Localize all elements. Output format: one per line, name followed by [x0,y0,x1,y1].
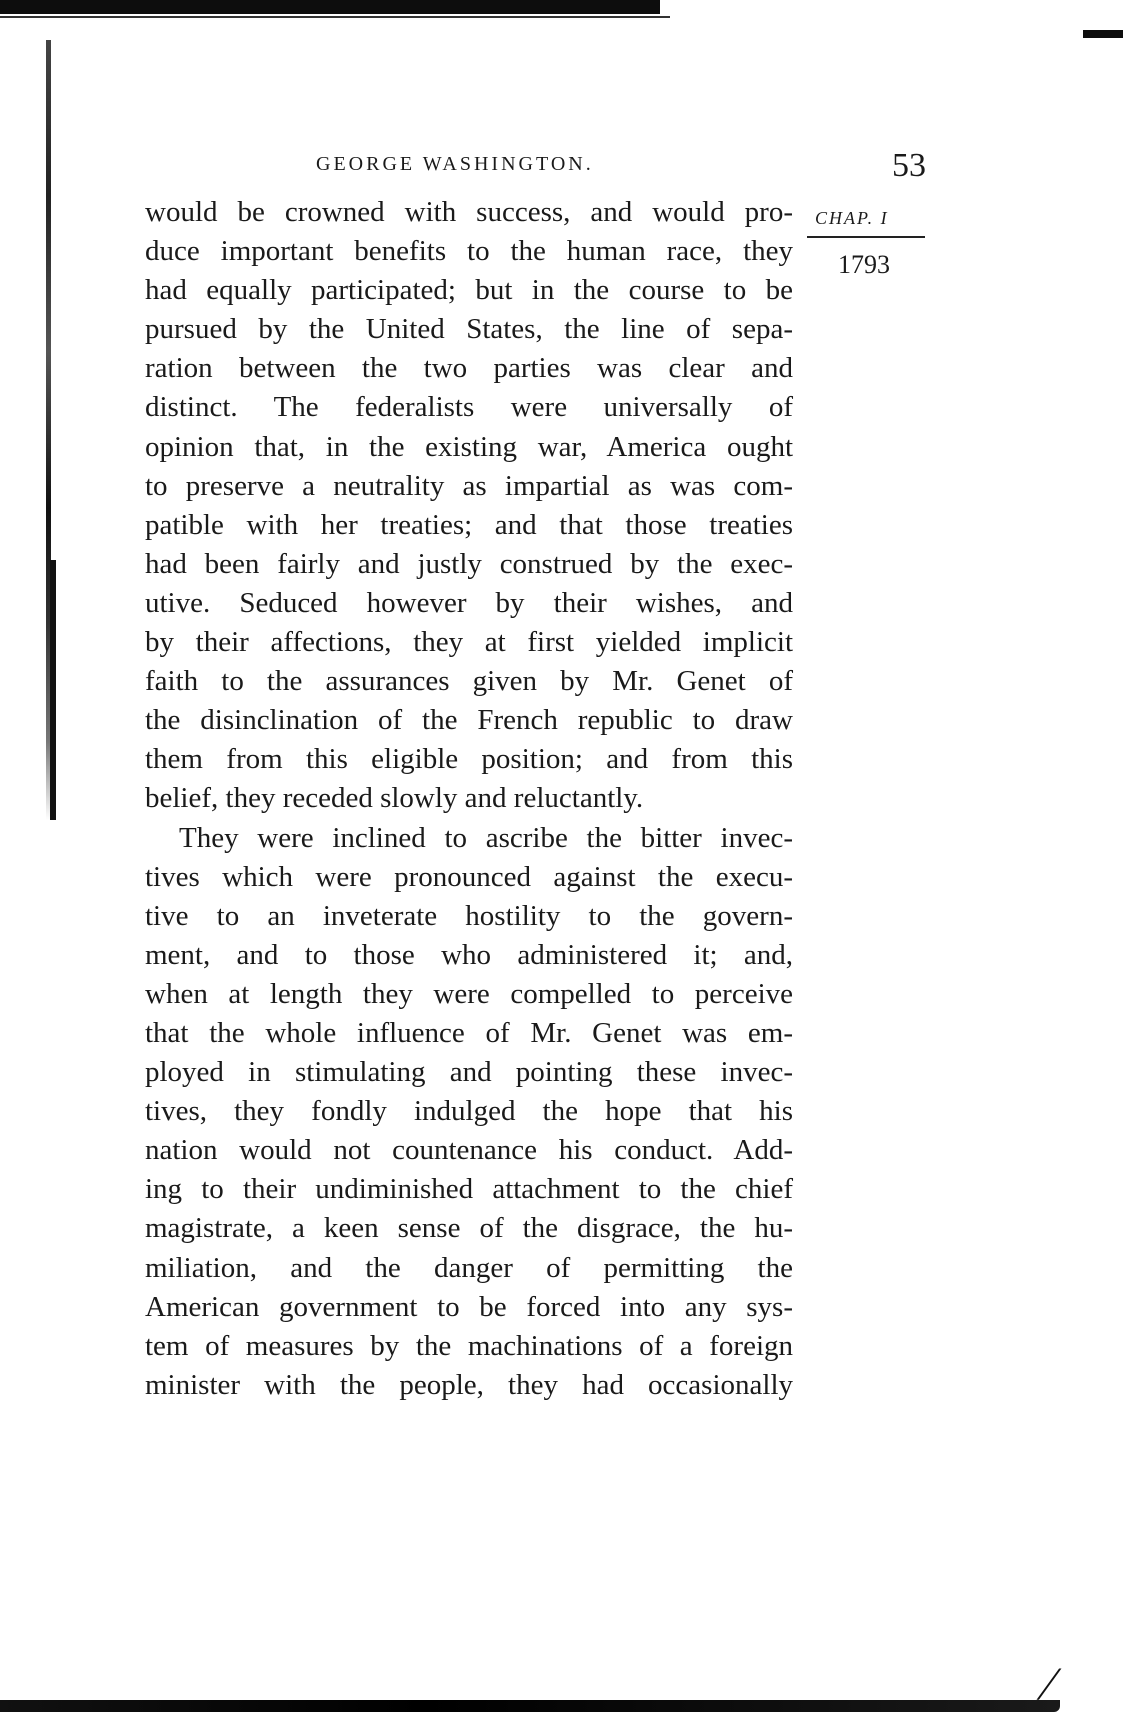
margin-divider [807,236,925,238]
text-line: would be crowned with success, and would pro- [145,196,793,228]
text-line: belief, they receded slowly and reluctantly. [145,782,644,815]
text-line: tem of measures by the machinations of a foreign [145,1329,793,1362]
scan-top-edge-thin [0,16,670,18]
text-line: tives, they fondly indulged the hope that his [145,1095,793,1128]
text-line: them from this eligible position; and from this [145,743,793,776]
text-line: American government to be forced into any sys- [145,1290,793,1323]
body-text [145,193,793,1405]
text-line: that the whole influence of Mr. Genet was em- [145,1016,793,1049]
text-line: patible with her treaties; and that those treaties [145,508,793,541]
text-line-paragraph-start: They were inclined to ascribe the bitter invec- [179,821,793,854]
text-line: pursued by the United States, the line of sepa- [145,313,793,346]
text-line: ing to their undiminished attachment to the chief [145,1173,793,1206]
margin-year-note: 1793 [838,250,890,279]
text-line: the disinclination of the French republic to draw [145,704,793,737]
page-number: 53 [892,147,926,184]
text-line: tive to an inveterate hostility to the govern- [145,899,793,932]
text-line: ment, and to those who administered it; and, [145,938,793,971]
text-line: nation would not countenance his conduct. Add- [145,1134,793,1167]
text-line: duce important benefits to the human race, they [145,235,793,268]
text-line: when at length they were compelled to perceive [145,977,793,1010]
text-line: ployed in stimulating and pointing these invec- [145,1056,793,1089]
text-line: ration between the two parties was clear and [145,352,793,385]
text-line: minister with the people, they had occasionally [145,1368,793,1401]
scan-top-edge [0,0,660,14]
margin-chapter-note: CHAP. I [815,208,889,228]
running-head: GEORGE WASHINGTON. [316,153,594,175]
text-line: miliation, and the danger of permitting the [145,1251,793,1284]
text-line: to preserve a neutrality as impartial as was com- [145,469,793,502]
scan-corner-scribble-icon: ⁄ [1045,1658,1054,1711]
scan-left-edge-shadow [50,560,56,820]
scan-corner-mark [1083,30,1123,38]
text-line: had equally participated; but in the course to be [145,274,793,307]
text-line: faith to the assurances given by Mr. Genet of [145,665,793,698]
text-line: had been fairly and justly construed by the exec- [145,547,793,580]
text-line: magistrate, a keen sense of the disgrace, the hu- [145,1212,793,1245]
scan-bottom-edge [0,1700,1060,1712]
text-line: by their affections, they at first yielded implicit [145,626,793,659]
text-line: distinct. The federalists were universally of [145,391,793,424]
text-line: opinion that, in the existing war, America ought [145,430,793,463]
text-line: utive. Seduced however by their wishes, and [145,586,793,619]
text-line: tives which were pronounced against the execu- [145,860,793,893]
